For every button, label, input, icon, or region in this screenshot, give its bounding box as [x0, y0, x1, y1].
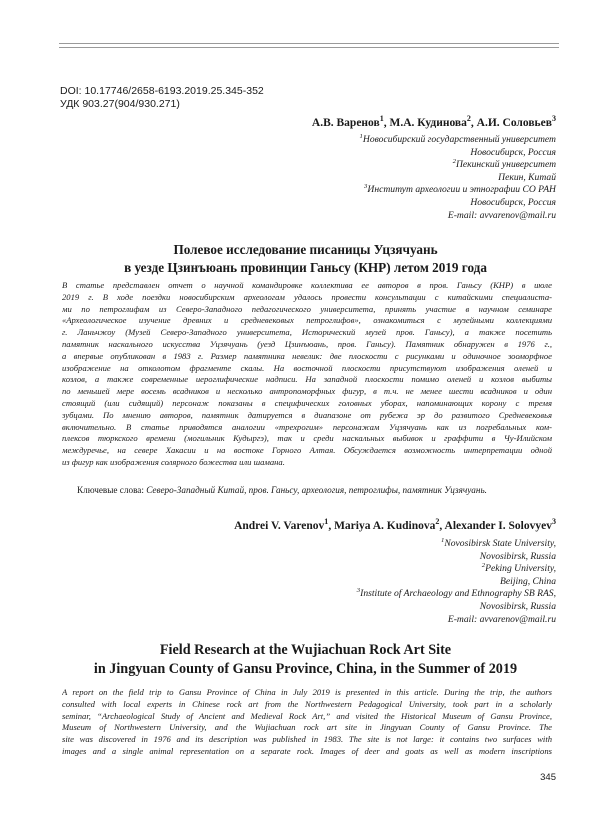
ru-title	[55, 241, 556, 277]
page-number: 345	[540, 772, 556, 783]
affiliation-line	[360, 210, 556, 223]
abstract-line: из фигур как изображения солярного божества или шамана.	[62, 456, 285, 467]
affiliation-text: Новосибирский государственный университет	[362, 134, 556, 145]
author-name: Andrei V. Varenov	[234, 520, 325, 532]
author-affiliation-mark: 3	[551, 114, 556, 124]
author-name: М.А. Кудинова	[389, 117, 467, 129]
abstract-line: изображение на отколотом фрагменте скалы. На восточной плоскости присутствуют изображения оленей и	[62, 362, 552, 373]
abstract-line: «Археологическое изучение древних и средневековых петроглифов», ознакомиться с музейными коллекциями	[62, 315, 552, 326]
affiliation-text: E-mail: avvarenov@mail.ru	[447, 209, 556, 221]
affiliation-text: Institute of Archaeology and Ethnography SB RAS,	[360, 588, 556, 600]
abstract-line: A report on the field trip to Gansu Province of China in July 2019 is presented in this article. During the trip, the authors	[62, 687, 552, 697]
affiliation-line	[357, 576, 556, 589]
abstract-line: междуречье, на севере Хакасии и на востоке Горного Алтая. Обсуждается возможность интерпретации одной	[62, 445, 552, 456]
author-name: Alexander I. Solovyev	[444, 520, 552, 532]
affiliation-line	[357, 601, 556, 614]
affiliation-line	[357, 563, 556, 576]
keywords-text: Северо-Западный Китай, пров. Ганьсу, археология, петроглифы, памятник Уцзячуань.	[146, 485, 487, 495]
author-separator: ,	[328, 520, 335, 532]
affiliation-mark: 2	[452, 158, 456, 165]
ru-authors	[311, 114, 556, 129]
author-name: А.И. Соловьев	[476, 117, 552, 129]
author-name: А.В. Варенов	[311, 117, 380, 129]
en-affiliations	[357, 538, 556, 626]
affiliation-line	[360, 172, 556, 185]
abstract-line: В статье представлен отчет о научной командировке коллектива ее авторов в пров. Ганьсу (КНР) в июле	[62, 280, 552, 290]
ru-affiliations	[360, 134, 556, 222]
abstract-line: consulted with local experts in Chinese rock art from the Northwestern Pedagogical University, took part in a scholarly	[62, 698, 552, 709]
affiliation-text: Новосибирск, Россия	[470, 146, 556, 158]
abstract-line: г. Ланьчжоу (Музей Северо-Западного университета, Исторический музей пров. Ганьсу), а также посетить	[62, 327, 552, 338]
affiliation-text: Институт археологии и этнографии СО РАН	[367, 184, 556, 196]
affiliation-line	[357, 551, 556, 564]
affiliation-text: Beijing, China	[500, 575, 556, 587]
abstract-line: images and a single animal representation on a separate rock. Images of deer and goats as well as modern inscriptions	[62, 745, 552, 756]
author-affiliation-mark: 2	[435, 517, 440, 527]
udk: УДК 903.27(904/930.271)	[60, 98, 180, 110]
affiliation-line	[360, 184, 556, 197]
affiliation-text: Peking University,	[485, 563, 556, 575]
author-affiliation-mark: 1	[324, 517, 329, 527]
affiliation-text: Novosibirsk State University,	[444, 538, 556, 549]
en-title-line: in Jingyuan County of Gansu Province, China, in the Summer of 2019	[93, 661, 518, 677]
author-separator: ,	[439, 520, 445, 532]
ru-keywords	[77, 485, 487, 495]
affiliation-line	[360, 134, 556, 147]
affiliation-line	[357, 588, 556, 601]
keywords-label: Ключевые слова:	[77, 485, 147, 495]
abstract-line: по меньшей мере восемь всадников и несколько антропоморфных фигур, в т.ч. не менее шести всадников и один	[62, 386, 552, 397]
affiliation-text: Novosibirsk, Russia	[479, 550, 556, 562]
abstract-line: включительно. В статье приводятся аналогии «трехрогим» персонажам Уцзячуань как из погребальных ком-	[62, 421, 552, 432]
abstract-line: зубцами. По мнению авторов, памятник датируется в диапазоне от рубежа эр до развитого Средневековья	[62, 409, 552, 420]
top-rule-2	[59, 47, 559, 48]
abstract-line: стоящий (или сидящий) персонаж показаны в специфических головных уборах, напоминающих корону с тремя	[62, 397, 552, 408]
abstract-line: site was discovered in 1976 and its description was published in 1983. The site is not large: it contains two surfaces with	[62, 734, 552, 745]
affiliation-mark: 1	[359, 132, 363, 140]
affiliation-text: Novosibirsk, Russia	[479, 600, 556, 612]
top-rule-1	[59, 43, 559, 44]
author-affiliation-mark: 3	[551, 517, 556, 527]
abstract-line: а впервые опубликован в 1983 г. Размер памятника невелик: две плоскости с рисунками и одиночное зооморфное	[62, 350, 552, 361]
abstract-line: ми по петроглифам из Северо-Западного педагогического университета, принять участие в научном семинаре	[62, 303, 552, 314]
affiliation-mark: 1	[440, 536, 445, 544]
author-separator: ,	[470, 117, 477, 129]
doi: DOI: 10.17746/2658-6193.2019.25.345-352	[60, 85, 264, 97]
affiliation-line	[360, 197, 556, 210]
en-authors	[234, 517, 556, 532]
affiliation-line	[357, 614, 556, 627]
affiliation-text: Новосибирск, Россия	[470, 196, 556, 208]
en-title	[55, 641, 556, 679]
abstract-line: козлов, а также современные иероглифические надписи. На западной плоскости помимо оленей и козлов выбиты	[62, 374, 552, 385]
affiliation-mark: 2	[481, 562, 486, 569]
en-title-line: Field Research at the Wujiachuan Rock Art Site	[159, 642, 452, 658]
abstract-line: 2019 г. В ходе поездки новосибирским археологам удалось провести консультации с китайскими специалиста-	[62, 291, 552, 302]
author-affiliation-mark: 1	[379, 114, 384, 124]
ru-title-line: в уезде Цзинъюань провинции Ганьсу (КНР) летом 2019 года	[124, 260, 487, 275]
abstract-line: памятник наскального искусства Уцзячуань (уезд Цзинъюань, пров. Ганьсу). Памятник обнаружен в 1976 г.,	[62, 338, 552, 349]
affiliation-mark: 3	[356, 587, 361, 595]
author-name: Mariya A. Kudinova	[334, 520, 436, 532]
affiliation-text: E-mail: avvarenov@mail.ru	[447, 613, 556, 625]
abstract-line: плексов тюркского времени (могильник Кудыргэ), так и среди наскальных выбивок и граффити в Чу-Илийском	[62, 433, 552, 444]
affiliation-text: Пекинский университет	[455, 159, 556, 171]
author-affiliation-mark: 2	[466, 114, 471, 124]
abstract-line: Museum of Northwestern University, and the Wujiachuan rock art site in Jingyuan County of Gansu Province. The	[62, 722, 552, 733]
affiliation-line	[360, 159, 556, 172]
en-abstract	[62, 687, 552, 758]
affiliation-mark: 3	[364, 183, 368, 191]
affiliation-line	[360, 147, 556, 160]
ru-abstract	[62, 280, 552, 469]
author-separator: ,	[383, 117, 390, 129]
affiliation-line	[357, 538, 556, 551]
ru-title-line: Полевое исследование писаницы Уцзячуань	[173, 242, 438, 257]
affiliation-text: Пекин, Китай	[498, 171, 556, 183]
abstract-line: seminar, “Archaeological Study of Ancient and Medieval Rock Art,” and visited the Historical Museum of Gansu Province,	[62, 710, 552, 721]
